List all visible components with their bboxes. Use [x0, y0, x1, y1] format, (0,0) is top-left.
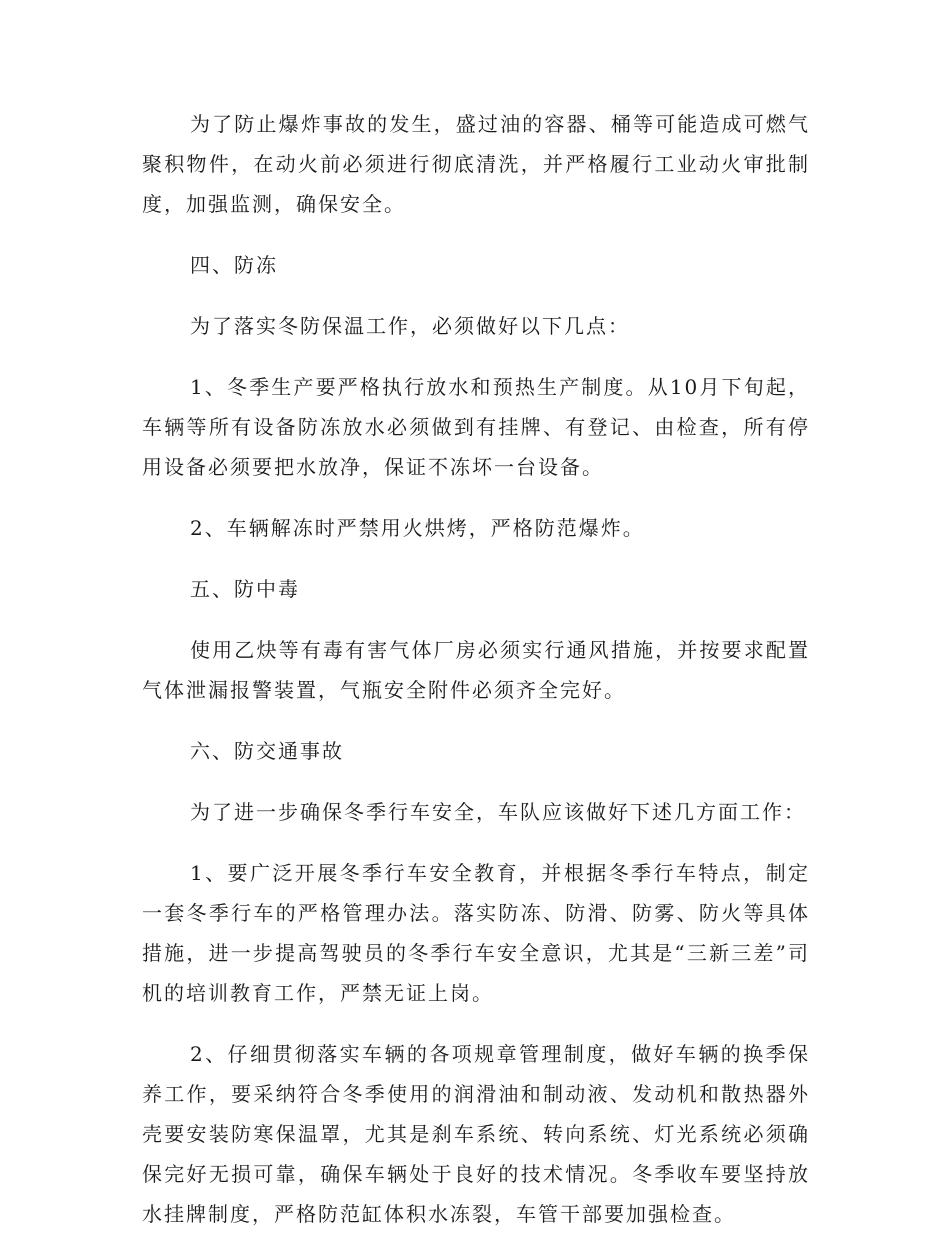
- paragraph-traffic-item-1: 1、要广泛开展冬季行车安全教育，并根据冬季行车特点，制定一套冬季行车的严格管理办法。落实防冻、防滑、防雾、防火等具体措施，进一步提高驾驶员的冬季行车安全意识，尤其是“三新三差”司机的培训教育工作，严禁无证上岗。: [142, 861, 810, 1005]
- paragraph-traffic-item-2: 2、仔细贯彻落实车辆的各项规章管理制度，做好车辆的换季保养工作，要采纳符合冬季使用的润滑油和制动液、发动机和散热器外壳要安装防寒保温罩，尤其是刹车系统、转向系统、灯光系统必须确保完好无损可靠，确保车辆处于良好的技术情况。冬季收车要坚持放水挂牌制度，严格防范缸体积水冻裂，车管干部要加强检查。: [142, 1042, 810, 1226]
- paragraph-traffic-intro: 为了进一步确保冬季行车安全，车队应该做好下述几方面工作：: [190, 800, 806, 824]
- paragraph-poisoning: 使用乙炔等有毒有害气体厂房必须实行通风措施，并按要求配置气体泄漏报警装置，气瓶安全附件必须齐全完好。: [142, 638, 810, 702]
- document-page: [142, 104, 810, 1255]
- paragraph-antifreeze-item-1: 1、冬季生产要严格执行放水和预热生产制度。从10月下旬起，车辆等所有设备防冻放水必须做到有挂牌、有登记、由检查，所有停用设备必须要把水放净，保证不冻坏一台设备。: [142, 375, 810, 479]
- paragraph-explosion-prevention: 为了防止爆炸事故的发生，盛过油的容器、桶等可能造成可燃气聚积物件，在动火前必须进行彻底清洗，并严格履行工业动火审批制度，加强监测，确保安全。: [142, 112, 810, 216]
- section-heading-poisoning: 五、防中毒: [190, 577, 300, 601]
- section-heading-traffic: 六、防交通事故: [190, 739, 344, 763]
- paragraph-antifreeze-intro: 为了落实冬防保温工作，必须做好以下几点：: [190, 314, 630, 338]
- paragraph-antifreeze-item-2: 2、车辆解冻时严禁用火烘烤，严格防范爆炸。: [190, 516, 645, 540]
- section-heading-antifreeze: 四、防冻: [190, 253, 278, 277]
